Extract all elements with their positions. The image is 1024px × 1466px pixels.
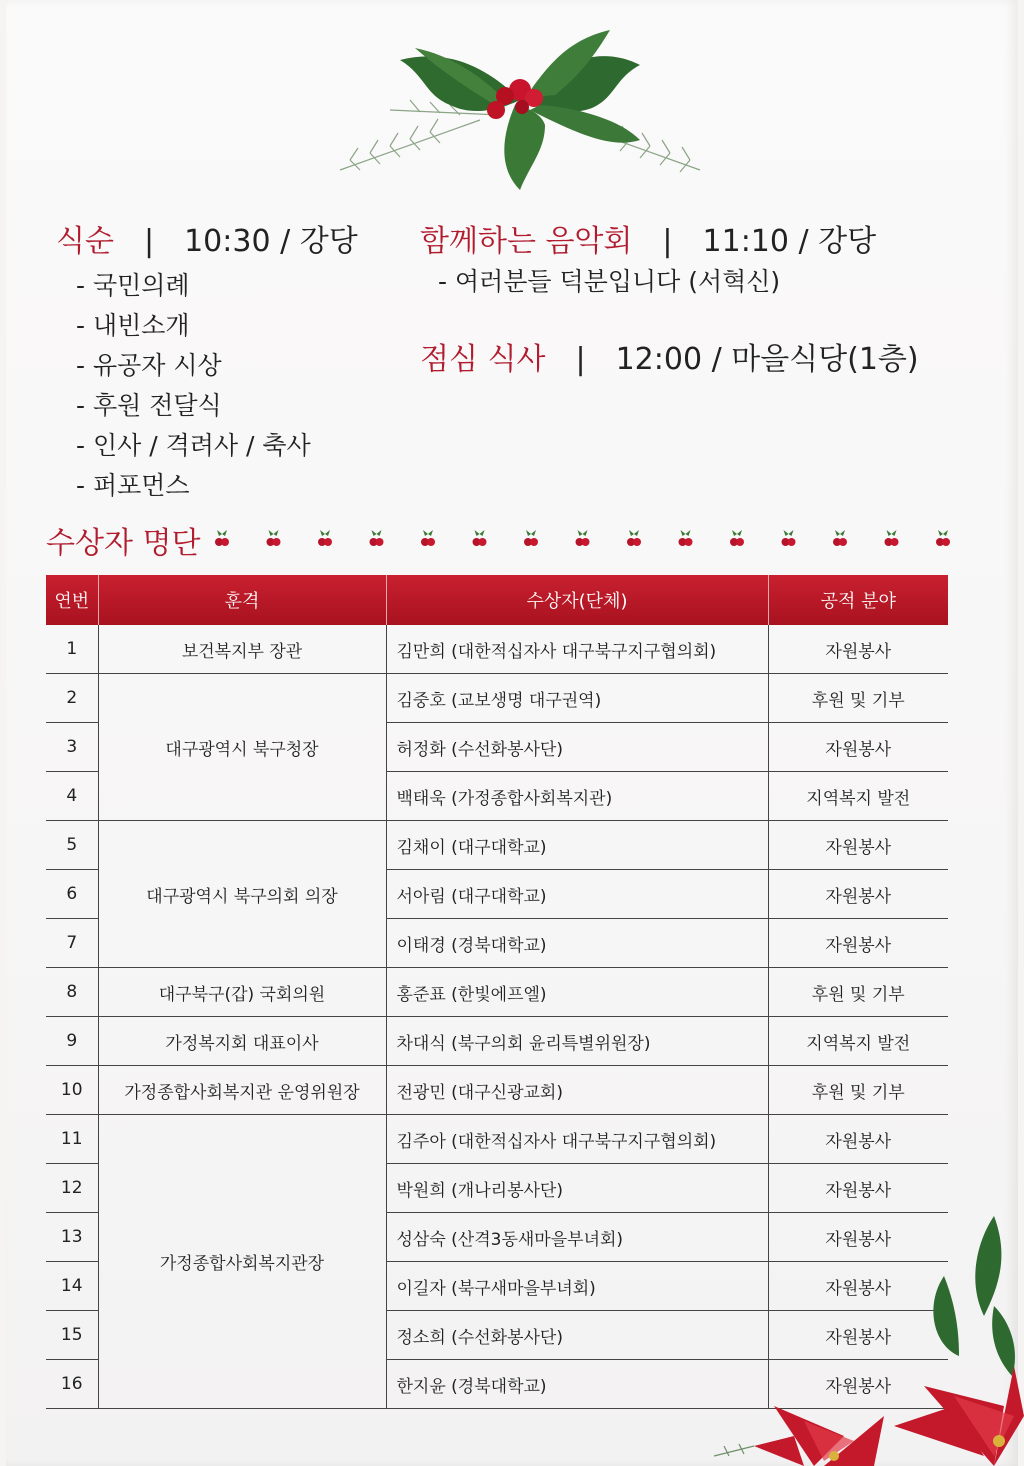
berry-ornament-icon [885,530,899,546]
recipient-cell: 박원희 (개나리봉사단) [386,1164,768,1213]
recipient-cell: 성삼숙 (산격3동새마을부녀회) [386,1213,768,1262]
ceremony-title: 식순 [56,224,114,259]
field-cell: 자원봉사 [768,1164,948,1213]
row-number: 8 [46,968,98,1017]
berry-ornament-icon [318,530,332,546]
list-item: - 국민의례 [76,271,190,300]
table-row [46,674,948,723]
award-title-cell: 대구광역시 북구의회 의장 [98,821,386,968]
recipient-cell: 이태경 (경북대학교) [386,919,768,968]
concert-heading [420,216,876,260]
separator: | [575,342,586,377]
header-award: 훈격 [98,575,386,625]
concert-subtitle: - 여러분들 덕분입니다 (서혁신) [438,267,781,296]
field-cell: 후원 및 기부 [768,1066,948,1115]
list-item: - 후원 전달식 [76,391,222,420]
berry-ornament-icon [833,530,847,546]
recipient-cell: 차대식 (북구의회 윤리특별위원장) [386,1017,768,1066]
ceremony-heading [56,216,358,260]
berry-ornament-icon [215,530,229,546]
concert-title: 함께하는 음악회 [420,224,633,259]
row-number: 6 [46,870,98,919]
table-row [46,625,948,674]
recipient-cell: 이길자 (북구새마을부녀회) [386,1262,768,1311]
berry-ornament-icon [782,530,796,546]
separator: | [143,224,155,259]
row-number: 10 [46,1066,98,1115]
recipient-cell: 김중호 (교보생명 대구권역) [386,674,768,723]
row-number: 9 [46,1017,98,1066]
row-number: 1 [46,625,98,674]
berry-ornament-icon [267,530,281,546]
berry-ornament-icon [421,530,435,546]
recipient-cell: 김채이 (대구대학교) [386,821,768,870]
row-number: 13 [46,1213,98,1262]
recipient-cell: 허정화 (수선화봉사단) [386,723,768,772]
ceremony-list [76,266,311,506]
table-row [46,1066,948,1115]
field-cell: 자원봉사 [768,1360,948,1409]
berry-ornament-icon [473,530,487,546]
berry-ornament-icon [936,530,950,546]
row-number: 16 [46,1360,98,1409]
field-cell: 후원 및 기부 [768,968,948,1017]
awards-table [46,575,948,1409]
list-item: - 인사 / 격려사 / 축사 [76,431,311,460]
field-cell: 자원봉사 [768,1213,948,1262]
table-row [46,968,948,1017]
recipient-cell: 정소희 (수선화봉사단) [386,1311,768,1360]
field-cell: 자원봉사 [768,919,948,968]
berry-ornament-icon [524,530,538,546]
recipient-cell: 백태욱 (가정종합사회복지관) [386,772,768,821]
table-header-row [46,575,948,625]
recipient-cell: 김만희 (대한적십자사 대구북구지구협의회) [386,625,768,674]
recipient-cell: 김주아 (대한적십자사 대구북구지구협의회) [386,1115,768,1164]
recipient-cell: 전광민 (대구신광교회) [386,1066,768,1115]
table-row [46,1115,948,1164]
list-item: - 퍼포먼스 [76,471,190,500]
field-cell: 자원봉사 [768,1115,948,1164]
berry-ornament-icon [730,530,744,546]
lunch-heading [420,334,919,378]
field-cell: 자원봉사 [768,870,948,919]
award-title-cell: 대구북구(갑) 국회의원 [98,968,386,1017]
award-title-cell: 가정종합사회복지관장 [98,1115,386,1409]
lunch-title: 점심 식사 [420,342,546,377]
row-number: 15 [46,1311,98,1360]
concert-time: 11:10 / 강당 [702,224,877,259]
table-row [46,821,948,870]
field-cell: 지역복지 발전 [768,1017,948,1066]
award-title-cell: 보건복지부 장관 [98,625,386,674]
award-title-cell: 가정종합사회복지관 운영위원장 [98,1066,386,1115]
recipient-cell: 홍준표 (한빛에프엘) [386,968,768,1017]
header-recipient: 수상자(단체) [386,575,768,625]
field-cell: 자원봉사 [768,821,948,870]
header-no: 연번 [46,575,98,625]
ceremony-time: 10:30 / 강당 [184,224,358,259]
berry-ornament-icon [627,530,641,546]
list-item: - 내빈소개 [76,311,190,340]
holly-decoration-icon [330,20,710,200]
list-item: - 유공자 시상 [76,351,222,380]
header-field: 공적 분야 [768,575,948,625]
field-cell: 자원봉사 [768,1311,948,1360]
recipient-cell: 서아림 (대구대학교) [386,870,768,919]
field-cell: 자원봉사 [768,625,948,674]
lunch-time: 12:00 / 마을식당(1층) [615,342,919,377]
award-title-cell: 가정복지회 대표이사 [98,1017,386,1066]
row-number: 4 [46,772,98,821]
awards-title: 수상자 명단 [46,526,201,561]
berry-ornament-icon [576,530,590,546]
recipient-cell: 한지윤 (경북대학교) [386,1360,768,1409]
row-number: 3 [46,723,98,772]
row-number: 5 [46,821,98,870]
row-number: 7 [46,919,98,968]
field-cell: 후원 및 기부 [768,674,948,723]
row-number: 14 [46,1262,98,1311]
field-cell: 자원봉사 [768,723,948,772]
berry-ornament-icon [679,530,693,546]
award-title-cell: 대구광역시 북구청장 [98,674,386,821]
berry-ornament-icon [370,530,384,546]
row-number: 11 [46,1115,98,1164]
table-row [46,1017,948,1066]
field-cell: 지역복지 발전 [768,772,948,821]
berry-divider-icon [214,530,954,550]
row-number: 2 [46,674,98,723]
field-cell: 자원봉사 [768,1262,948,1311]
row-number: 12 [46,1164,98,1213]
separator: | [662,224,673,259]
